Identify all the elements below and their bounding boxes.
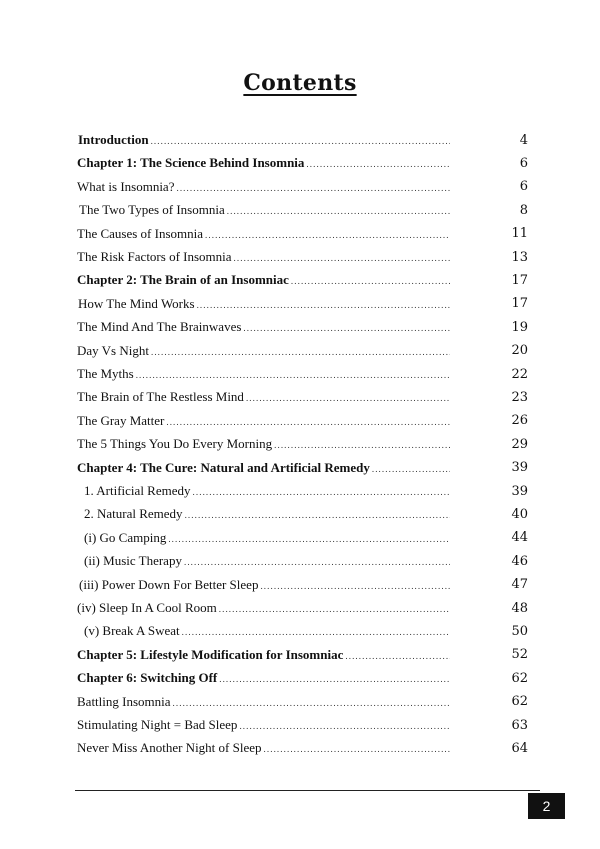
toc-entry-page: 47 [511,577,528,593]
toc-entry-label: Battling Insomnia [77,693,171,709]
toc-entry-label: Chapter 1: The Science Behind Insomnia [77,155,305,171]
toc-entry[interactable] [77,223,528,245]
toc-entry-page: 20 [511,343,528,359]
dot-leader [151,129,450,151]
toc-entry-page: 6 [519,179,528,195]
toc-entry[interactable] [79,199,528,221]
dot-leader [306,152,450,174]
dot-leader [166,410,450,432]
toc-entry[interactable] [77,737,528,759]
toc-entry-label: 1. Artificial Remedy [84,483,191,498]
toc-entry[interactable] [77,597,528,619]
dot-leader [182,620,450,642]
toc-entry-page: 63 [511,717,528,733]
dot-leader [264,737,450,759]
toc-entry[interactable] [77,667,528,689]
dot-leader [136,363,450,385]
toc-entry-page: 62 [511,694,528,710]
toc-entry[interactable] [84,480,528,502]
toc-entry[interactable] [77,433,528,455]
dot-leader [243,316,450,338]
toc-entry-page: 39 [511,460,528,476]
toc-entry-label: 2. Natural Remedy [84,506,183,522]
dot-leader [239,714,450,736]
dot-leader [205,223,450,245]
toc-entry-page: 64 [511,740,528,756]
dot-leader [219,667,450,689]
toc-entry-label: (i) Go Camping [84,529,167,545]
toc-entry-page: 62 [511,670,528,686]
toc-entry[interactable] [77,269,528,291]
toc-entry[interactable] [77,340,528,362]
toc-entry-page: 13 [511,249,528,265]
dot-leader [260,574,450,596]
toc-entry-label: (iii) Power Down For Better Sleep [79,576,259,592]
toc-entry-label: Day Vs Night [77,342,149,358]
toc-entry-page: 11 [511,226,528,242]
dot-leader [345,644,450,666]
toc-entry-label: (iv) Sleep In A Cool Room [77,600,217,615]
dot-leader [197,293,450,315]
dot-leader [227,199,450,221]
toc-entry[interactable] [77,457,528,479]
toc-entry-label: The Risk Factors of Insomnia [77,249,232,264]
toc-entry-label: The Gray Matter [77,412,165,428]
toc-entry-label: The Causes of Insomnia [77,225,204,241]
toc-entry-page: 48 [511,600,528,616]
toc-entry-page: 39 [511,483,528,499]
toc-entry-page: 50 [511,623,528,639]
toc-entry[interactable] [78,293,528,315]
dot-leader [184,550,450,572]
dot-leader [274,433,450,455]
toc-entry-page: 8 [519,202,528,218]
toc-entry-label: Stimulating Night = Bad Sleep [77,717,238,732]
toc-entry-label: Introduction [78,132,149,147]
toc-entry-label: Chapter 2: The Brain of an Insomniac [77,272,289,288]
toc-entry-page: 6 [519,155,528,171]
toc-entry-label: (ii) Music Therapy [84,553,182,569]
dot-leader [246,386,450,408]
dot-leader [176,176,450,198]
dot-leader [219,597,450,619]
dot-leader [151,340,450,362]
page-number-badge: 2 [528,793,565,819]
toc-entry[interactable] [77,644,528,666]
toc-entry[interactable] [77,152,528,174]
toc-entry-label: Never Miss Another Night of Sleep [77,740,262,756]
toc-entry-page: 46 [511,553,528,569]
toc-entry[interactable] [77,363,528,385]
toc-entry[interactable] [84,550,528,572]
toc-entry[interactable] [78,129,528,151]
dot-leader [185,503,450,525]
toc-entry[interactable] [79,574,528,596]
toc-entry[interactable] [77,714,528,736]
toc-entry-label: Chapter 4: The Cure: Natural and Artificial Remedy [77,459,370,475]
toc-entry[interactable] [84,527,528,549]
toc-entry-page: 44 [511,530,528,546]
dot-leader [372,457,450,479]
page-title: Contents [243,70,357,96]
toc-entry-page: 17 [511,296,528,312]
toc-entry-page: 40 [511,506,528,522]
toc-entry-label: Chapter 6: Switching Off [77,670,218,686]
toc-entry[interactable] [77,246,528,268]
toc-entry[interactable] [77,410,528,432]
dot-leader [234,246,450,268]
toc-entry-page: 22 [511,366,528,382]
toc-entry-label: The Two Types of Insomnia [79,202,225,218]
toc-entry-label: The Myths [77,366,134,381]
toc-entry-page: 23 [511,389,528,405]
toc-entry-page: 19 [511,319,528,335]
footer-divider [75,790,540,791]
toc-entry[interactable] [84,620,528,642]
toc-entry-page: 26 [511,413,528,429]
toc-entry[interactable] [77,176,528,198]
dot-leader [193,480,450,502]
toc-entry-label: What is Insomnia? [77,178,175,194]
toc-entry-label: (v) Break A Sweat [84,623,180,639]
toc-entry-page: 52 [511,647,528,663]
toc-entry[interactable] [77,386,528,408]
toc-entry[interactable] [77,691,528,713]
toc-entry[interactable] [84,503,528,525]
toc-entry-label: Chapter 5: Lifestyle Modification for Insomniac [77,646,344,662]
toc-entry-page: 29 [511,436,528,452]
dot-leader [168,527,450,549]
toc-entry-label: The Brain of The Restless Mind [77,389,244,405]
toc-entry-page: 4 [519,132,528,148]
toc-entry-page: 17 [511,272,528,288]
dot-leader [173,691,450,713]
toc-entry-label: How The Mind Works [78,295,195,311]
dot-leader [291,269,450,291]
toc-entry-label: The 5 Things You Do Every Morning [77,436,273,452]
toc-entry-label: The Mind And The Brainwaves [77,319,242,335]
toc-entry[interactable] [77,316,528,338]
